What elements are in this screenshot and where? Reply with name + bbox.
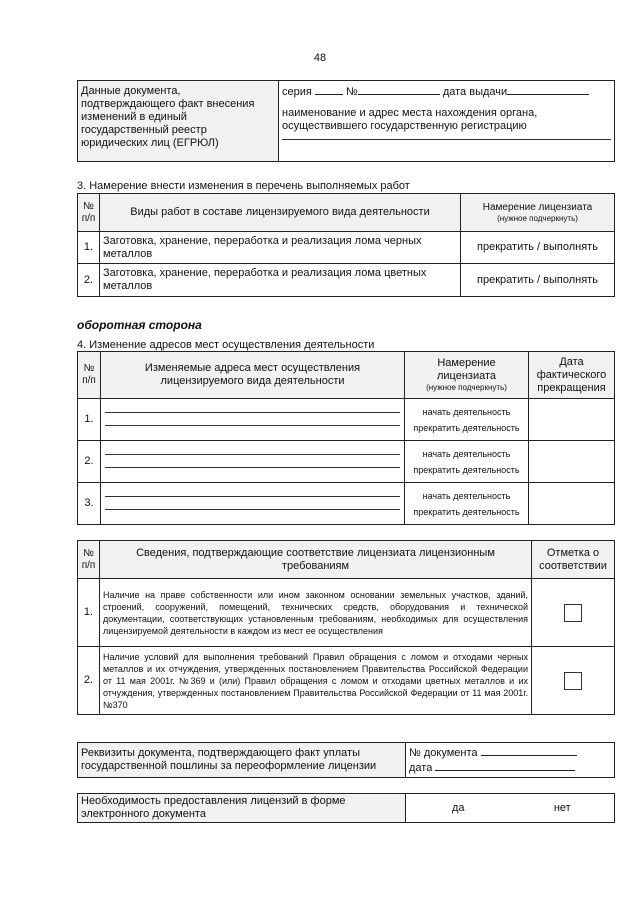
works-col-work: Виды работ в составе лицензируемого вида деятельности	[100, 194, 461, 232]
section3-title: 3. Намерение внести изменения в перечень выполняемых работ	[77, 180, 410, 192]
works-row-action[interactable]: прекратить / выполнять	[461, 264, 615, 297]
addr-row-address[interactable]	[101, 441, 405, 483]
addr-row-address[interactable]	[101, 399, 405, 441]
compliance-row	[78, 579, 615, 647]
addr-row-num: 1.	[78, 399, 101, 441]
works-intent-note: (нужное подчеркнуть)	[497, 213, 578, 223]
addr-row-date[interactable]	[529, 483, 615, 525]
fee-date-label: дата	[409, 762, 433, 774]
works-row-text: Заготовка, хранение, переработка и реализация лома цветных металлов	[100, 264, 461, 297]
electronic-yes-option[interactable]: да	[406, 794, 511, 823]
reverse-side-label: оборотная сторона	[77, 318, 202, 332]
addr-row-date[interactable]	[529, 399, 615, 441]
issue-date-field[interactable]	[507, 84, 589, 95]
egrul-fields	[279, 81, 615, 162]
addresses-table	[77, 351, 615, 525]
works-col-intent	[461, 194, 615, 232]
number-field[interactable]	[358, 84, 440, 95]
works-table	[77, 193, 615, 297]
fee-date-field[interactable]	[435, 760, 575, 771]
addr-row-intent	[405, 483, 529, 525]
compliance-row-text: Наличие на праве собственности или ином законном основании земельных участков, зданий, строений, сооружений, помещений, технических средств, оборудования и технической документации, соответствующих установленным требованиям, необходимых для осуществления лицензируемой деятельности в каждом из мест ее осуществления	[100, 579, 532, 647]
number-label: №	[345, 86, 358, 98]
compliance-checkbox[interactable]	[564, 672, 582, 690]
addr-intent-note: (нужное подчеркнуть)	[426, 383, 507, 392]
compliance-row	[78, 647, 615, 715]
stop-activity-option[interactable]: прекратить деятельность	[413, 506, 520, 517]
page-number: 48	[313, 52, 327, 64]
compliance-row-mark	[532, 647, 615, 715]
electronic-no-option[interactable]: нет	[511, 794, 615, 823]
compliance-col-mark: Отметка о соответствии	[532, 541, 615, 579]
compliance-table	[77, 540, 615, 715]
works-col-num: № п/п	[78, 194, 100, 232]
electronic-label: Необходимость предоставления лицензий в форме электронного документа	[78, 794, 406, 823]
works-row-action[interactable]: прекратить / выполнять	[461, 232, 615, 264]
addr-row-intent	[405, 399, 529, 441]
works-row-text: Заготовка, хранение, переработка и реализация лома черных металлов	[100, 232, 461, 264]
issue-date-label: дата выдачи	[442, 86, 508, 98]
compliance-row-text: Наличие условий для выполнения требований Правил обращения с ломом и отходами черных металлов и их отчуждения, утвержденных постановлением Правительства Российской Федерации от 11 мая 2001г. №369 и (или) Правил обращения с ломом и отходами цветных металлов и их отчуждения, утвержденных постановлением Правительства Российской Федерации от 11 мая 2001г. №370	[100, 647, 532, 715]
start-activity-option[interactable]: начать деятельность	[422, 490, 511, 501]
doc-number-field[interactable]	[481, 745, 577, 756]
addr-row-date[interactable]	[529, 441, 615, 483]
series-field[interactable]	[315, 84, 343, 95]
compliance-row-num: 1.	[78, 579, 100, 647]
compliance-row-num: 2.	[78, 647, 100, 715]
addr-col-date: Дата фактического прекращения	[529, 352, 615, 399]
electronic-table	[77, 793, 615, 823]
stop-activity-option[interactable]: прекратить деятельность	[413, 464, 520, 475]
compliance-col-info: Сведения, подтверждающие соответствие лицензиата лицензионным требованиям	[100, 541, 532, 579]
works-row-num: 2.	[78, 264, 100, 297]
compliance-col-num: № п/п	[78, 541, 100, 579]
section4-title: 4. Изменение адресов мест осуществления деятельности	[77, 339, 375, 351]
doc-number-label: № документа	[409, 747, 478, 759]
addr-col-num: № п/п	[78, 352, 101, 399]
start-activity-option[interactable]: начать деятельность	[422, 406, 511, 417]
works-intent-label: Намерение лицензиата	[482, 201, 593, 213]
addr-row-num: 3.	[78, 483, 101, 525]
fee-label: Реквизиты документа, подтверждающего факт уплаты государственной пошлины за переоформление лицензии	[78, 743, 406, 778]
addr-col-addr: Изменяемые адреса мест осуществления лицензируемого вида деятельности	[101, 352, 405, 399]
fee-table	[77, 742, 615, 778]
addr-row	[78, 399, 615, 441]
fee-fields	[406, 743, 615, 778]
addr-row	[78, 483, 615, 525]
series-label: серия	[282, 86, 312, 98]
works-row-num: 1.	[78, 232, 100, 264]
egrul-label: Данные документа, подтверждающего факт внесения изменений в единый государственный реестр юридических лиц (ЕГРЮЛ)	[78, 81, 279, 162]
compliance-checkbox[interactable]	[564, 604, 582, 622]
addr-row-num: 2.	[78, 441, 101, 483]
egrul-table	[77, 80, 615, 162]
org-field[interactable]	[282, 139, 611, 140]
addr-row-intent	[405, 441, 529, 483]
addr-col-intent	[405, 352, 529, 399]
works-row	[78, 232, 615, 264]
org-label: наименование и адрес места нахождения органа, осуществившего государственную регистрацию	[282, 107, 538, 132]
stop-activity-option[interactable]: прекратить деятельность	[413, 422, 520, 433]
addr-row	[78, 441, 615, 483]
works-row	[78, 264, 615, 297]
start-activity-option[interactable]: начать деятельность	[422, 448, 511, 459]
addr-row-address[interactable]	[101, 483, 405, 525]
addr-intent-label: Намерение лицензиата	[436, 357, 497, 382]
compliance-row-mark	[532, 579, 615, 647]
